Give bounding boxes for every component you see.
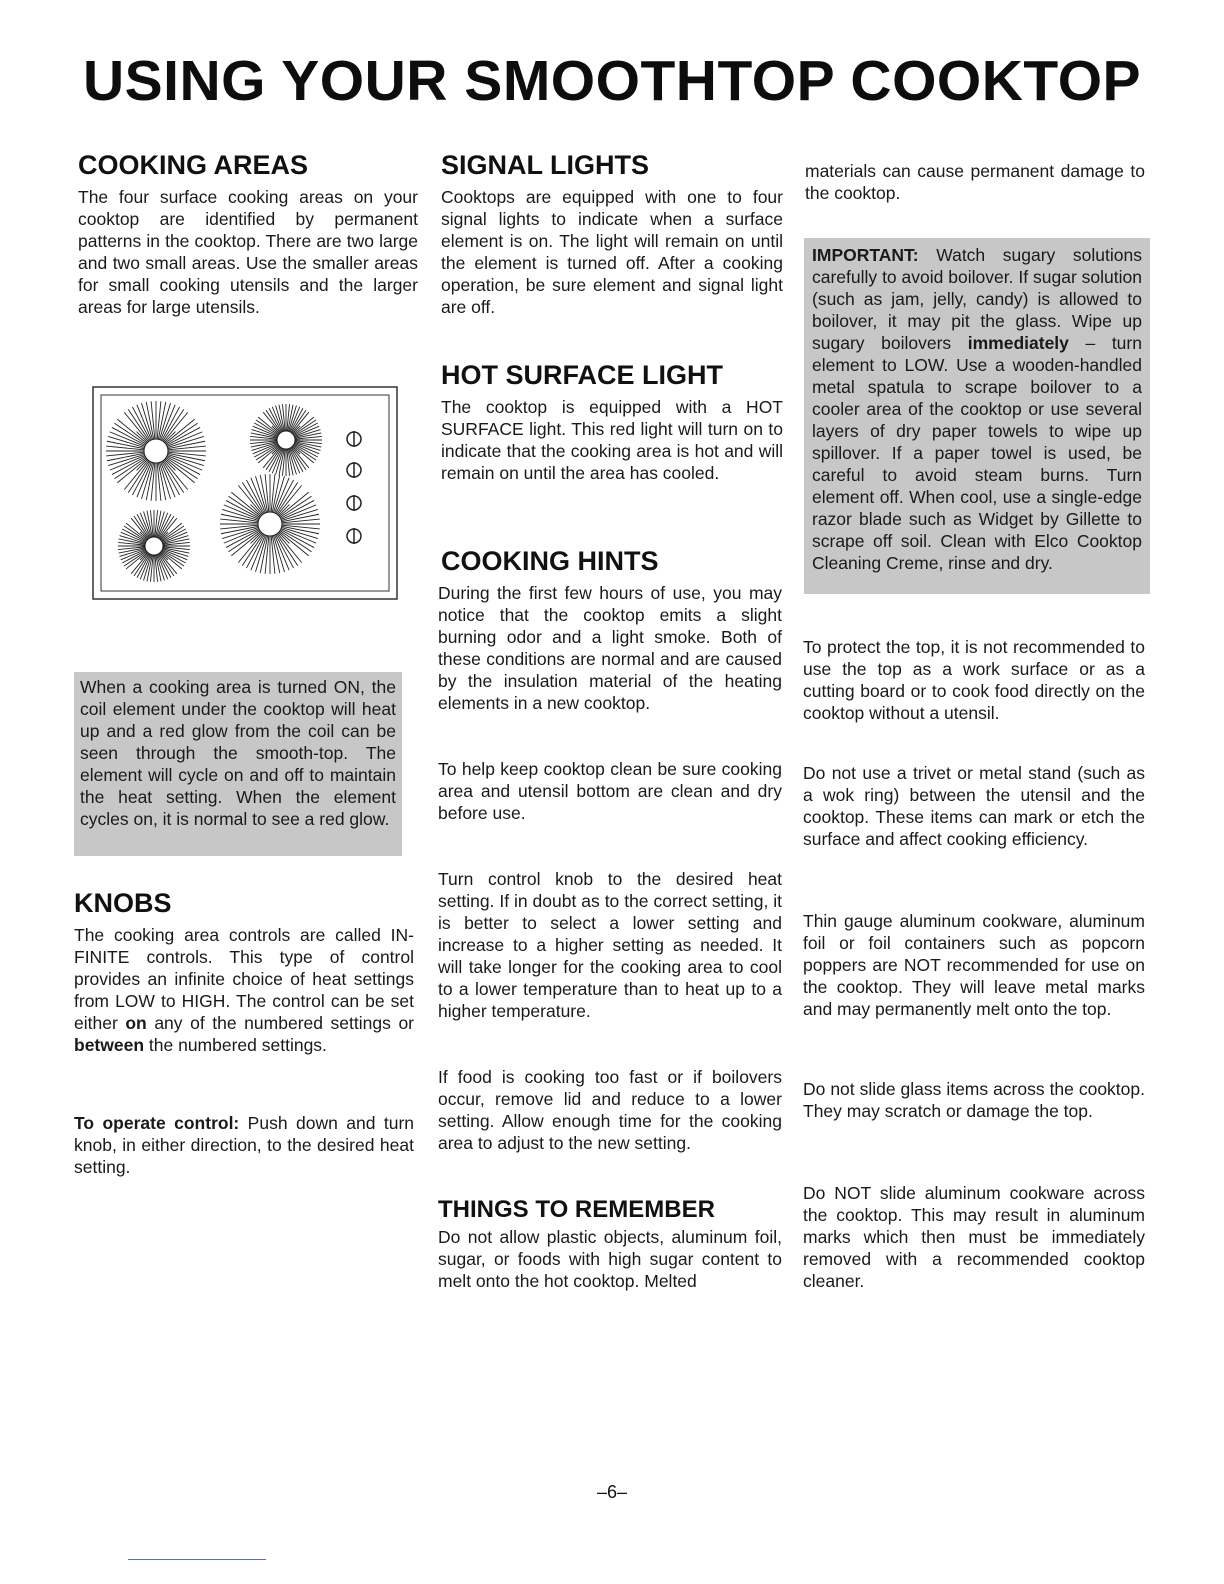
signal-lights-heading: SIGNAL LIGHTS (441, 150, 650, 180)
burner-pattern (220, 474, 320, 574)
signal-lights-text: Cooktops are equipped with one to four signal lights to indicate when a surface element is on. The light will remain on until the element is turned off. After a cooking operation, be sure element and signal light are off. (441, 187, 783, 317)
things-to-remember-text: Do not allow plastic objects, aluminum foil, sugar, or foods with high sugar content to melt onto the hot cooktop. Melted (438, 1227, 782, 1291)
cooking-hints-p1: During the first few hours of use, you may notice that the cooktop emits a slight burning odor and a light smoke. Both of these conditions are normal and are caused by the insulation material of the heating elements in a new cooktop. (438, 583, 782, 713)
operate-control-text: To operate control: Push down and turn knob, in either direction, to the desired heat setting. (74, 1113, 414, 1177)
burner-pattern (118, 510, 190, 582)
aluminum-cookware-text: Thin gauge aluminum cookware, aluminum foil or foil containers such as popcorn poppers are NOT recommended for use on the cooktop. They will leave metal marks and may permanently melt onto the top. (803, 911, 1145, 1019)
things-to-remember-heading: THINGS TO REMEMBER (438, 1196, 715, 1223)
cooking-hints-p4: If food is cooking too fast or if boilovers occur, remove lid and reduce to a lower setting. Allow enough time for the cooking area to adjust to the new setting. (438, 1067, 782, 1153)
slide-aluminum-text: Do NOT slide aluminum cookware across the cooktop. This may result in aluminum marks which then must be immediately removed with a recommended cooktop cleaner. (803, 1183, 1145, 1291)
page-number: –6– (596, 1482, 628, 1502)
protect-top-text: To protect the top, it is not recommended to use the top as a work surface or as a cutting board or to cook food directly on the cooktop without a utensil. (803, 637, 1145, 723)
cooktop-diagram (92, 386, 398, 600)
trivet-text: Do not use a trivet or metal stand (such as a wok ring) between the utensil and the cooktop. These items can mark or etch the surface and affect cooking efficiency. (803, 763, 1145, 849)
glass-items-text: Do not slide glass items across the cooktop. They may scratch or damage the top. (803, 1079, 1145, 1121)
cooking-areas-text: The four surface cooking areas on your cooktop are identified by permanent patterns in the cooktop. There are two large and two small areas. Use the smaller areas for small cooking utensils and the larger areas for large utensils. (78, 187, 418, 317)
burner-pattern (250, 404, 322, 476)
important-note: IMPORTANT: Watch sugary solutions carefully to avoid boilover. If sugar solution (such as jam, jelly, candy) is allowed to boilover, it may pit the glass. Wipe up sugary boilovers immediately – turn element to LOW. Use a wooden-handled metal spatula to scrape boilover to a cooler area of the cooktop or use several layers of dry paper towels to wipe up spillover. If a paper towel is used, be careful to avoid steam burns. Turn element off. When cool, use a single-edge razor blade such as Widget by Gillette to scrape off soil. Clean with Elco Cooktop Cleaning Creme, rinse and dry. (804, 238, 1150, 594)
materials-continued-text: materials can cause permanent damage to the cooktop. (805, 161, 1145, 203)
knob-icon (347, 462, 361, 478)
burner-pattern (106, 401, 206, 501)
knobs-heading: KNOBS (74, 888, 172, 918)
hot-surface-text: The cooktop is equipped with a HOT SURFACE light. This red light will turn on to indicate that the cooking area is hot and will remain on until the area has cooled. (441, 397, 783, 483)
knob-icon (347, 495, 361, 511)
cooking-hints-p3: Turn control knob to the desired heat setting. If in doubt as to the correct setting, it is better to select a lower setting and increase to a higher setting as needed. It will take longer for the cooking area to cool to a lower temperature than to heat up to a higher temperature. (438, 869, 782, 1021)
knob-icon (347, 528, 361, 544)
page-title: USING YOUR SMOOTHTOP COOKTOP (82, 49, 1142, 113)
cooking-hints-p2: To help keep cooktop clean be sure cooking area and utensil bottom are clean and dry before use. (438, 759, 782, 823)
cooking-areas-heading: COOKING AREAS (78, 150, 309, 180)
footer-line (128, 1559, 266, 1560)
cooking-area-note: When a cooking area is turned ON, the coil element under the cooktop will heat up and a red glow from the coil can be seen through the smooth-top. The element will cycle on and off to maintain the heat setting. When the element cycles on, it is normal to see a red glow. (74, 672, 402, 856)
hot-surface-heading: HOT SURFACE LIGHT (441, 360, 723, 390)
knob-icon (347, 431, 361, 447)
knobs-text: The cooking area controls are called IN-FINITE controls. This type of control provides an infinite choice of heat settings from LOW to HIGH. The control can be set either on any of the numbered settings or between the numbered settings. (74, 925, 415, 1055)
cooking-hints-heading: COOKING HINTS (441, 546, 659, 576)
